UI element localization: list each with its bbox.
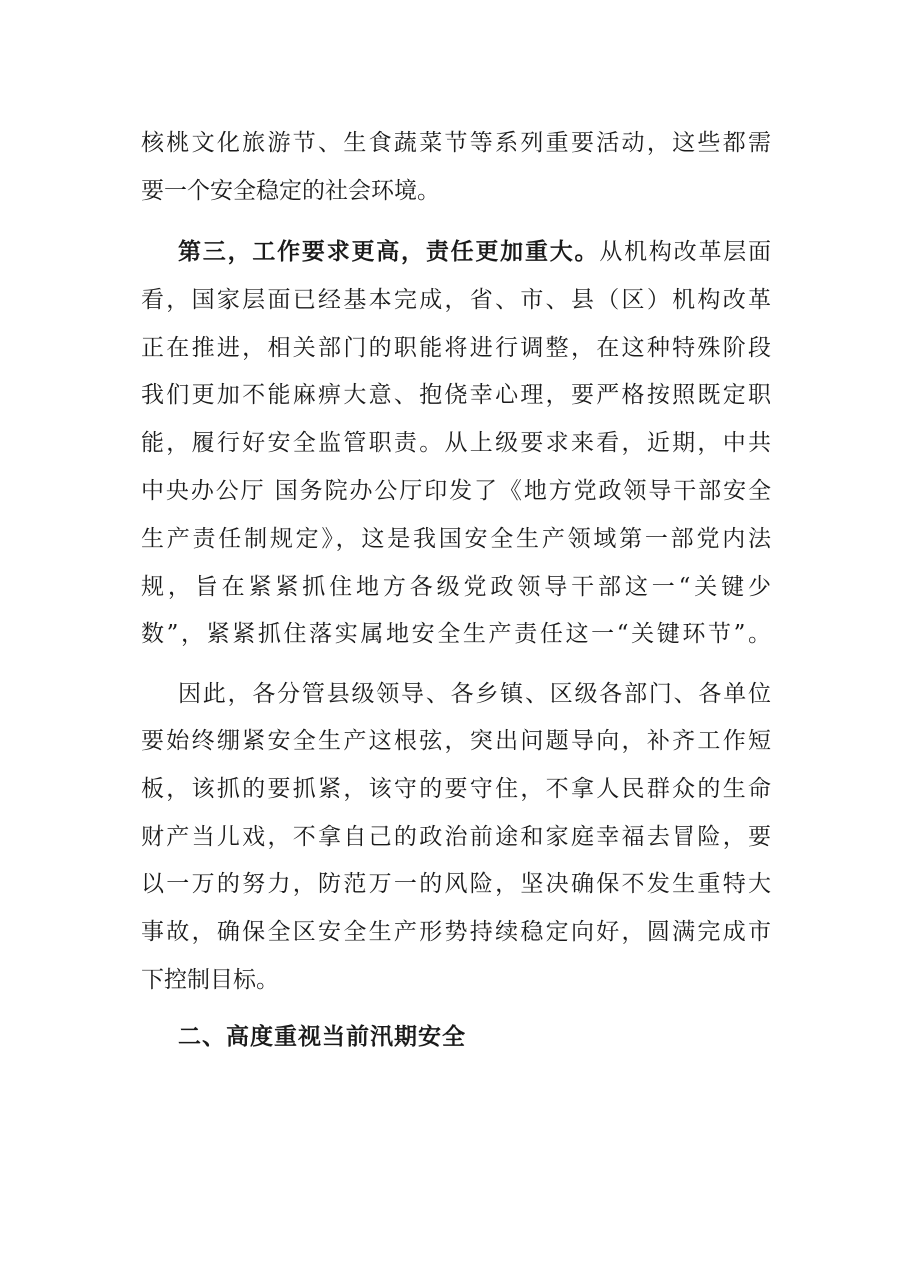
para2-line-7: 生产责任制规定》，这是我国安全生产领域第一部党内法 — [141, 526, 771, 552]
para2-line-2: 看，国家层面已经基本完成，省、市、县（区）机构改革 — [141, 287, 771, 313]
para1-line-1: 核桃文化旅游节、生食蔬菜节等系列重要活动，这些都需 — [141, 130, 771, 156]
para2-first-rest: 从机构改革层面 — [599, 239, 772, 265]
para2-line-1 — [178, 237, 771, 267]
para2-line-4: 我们更加不能麻痹大意、抱侥幸心理，要严格按照既定职 — [141, 382, 771, 408]
para3-line-3: 板，该抓的要抓紧，该守的要守住，不拿人民群众的生命 — [141, 776, 771, 802]
para3-line-5: 以一万的努力，防范万一的风险，坚决确保不发生重特大 — [141, 871, 771, 897]
para2-line-6: 中央办公厅 国务院办公厅印发了《地方党政领导干部安全 — [141, 478, 771, 504]
para2-lead-bold: 第三，工作要求更高，责任更加重大。 — [178, 238, 600, 265]
para2-line-9: 数”，紧紧抓住落实属地安全生产责任这一“关键环节”。 — [141, 621, 771, 647]
para3-line-6: 事故，确保全区安全生产形势持续稳定向好，圆满完成市 — [141, 919, 771, 945]
para3-line-4: 财产当儿戏，不拿自己的政治前途和家庭幸福去冒险，要 — [141, 824, 771, 850]
para3-line-1: 因此，各分管县级领导、各乡镇、区级各部门、各单位 — [178, 681, 771, 707]
para3-line-7: 下控制目标。 — [141, 967, 279, 993]
para2-line-5: 能，履行好安全监管职责。从上级要求来看，近期，中共 — [141, 430, 771, 456]
para1-line-2: 要一个安全稳定的社会环境。 — [141, 178, 440, 204]
para3-line-2: 要始终绷紧安全生产这根弦，突出问题导向，补齐工作短 — [141, 728, 771, 754]
para2-line-8: 规，旨在紧紧抓住地方各级党政领导干部这一“关键少 — [141, 574, 771, 600]
section-heading: 二、高度重视当前汛期安全 — [178, 1023, 466, 1050]
para2-line-3: 正在推进，相关部门的职能将进行调整，在这种特殊阶段 — [141, 335, 771, 361]
